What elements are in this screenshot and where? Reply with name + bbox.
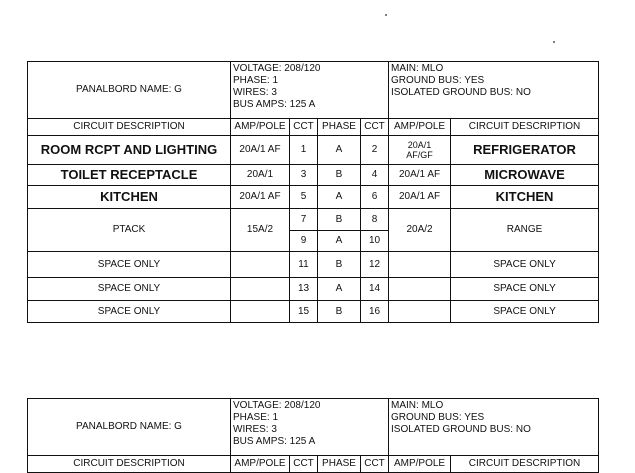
right-cct: 14 bbox=[361, 278, 389, 301]
phase: A bbox=[318, 186, 361, 209]
phase-count: PHASE: 1 bbox=[233, 412, 279, 423]
phase: A bbox=[318, 136, 361, 165]
phase: A bbox=[318, 278, 361, 301]
right-circuit-description: SPACE ONLY bbox=[451, 278, 599, 301]
col-amp-pole-left: AMP/POLE bbox=[231, 119, 290, 136]
col-amp-pole-right: AMP/POLE bbox=[389, 119, 451, 136]
left-circuit-description: KITCHEN bbox=[28, 186, 231, 209]
right-cct: 10 bbox=[361, 231, 389, 252]
wires: WIRES: 3 bbox=[233, 87, 277, 98]
col-phase: PHASE bbox=[318, 119, 361, 136]
phase: B bbox=[318, 209, 361, 231]
table-row bbox=[28, 252, 599, 278]
right-cct: 12 bbox=[361, 252, 389, 278]
scan-speck bbox=[553, 41, 555, 43]
table-row bbox=[28, 278, 599, 301]
panel-name: PANALBORD NAME: G bbox=[28, 399, 231, 456]
panel-name: PANALBORD NAME: G bbox=[28, 62, 231, 119]
panel-electrical-specs bbox=[231, 399, 389, 456]
table-row bbox=[28, 301, 599, 323]
col-circuit-description-right: CIRCUIT DESCRIPTION bbox=[451, 456, 599, 473]
col-phase: PHASE bbox=[318, 456, 361, 473]
right-amp-pole bbox=[389, 278, 451, 301]
column-header-row bbox=[28, 456, 599, 473]
right-amp-pole: 20A/1 AF bbox=[389, 186, 451, 209]
right-circuit-description: SPACE ONLY bbox=[451, 301, 599, 323]
right-cct: 8 bbox=[361, 209, 389, 231]
left-circuit-description: PTACK bbox=[28, 209, 231, 252]
right-circuit-description: KITCHEN bbox=[451, 186, 599, 209]
right-cct: 6 bbox=[361, 186, 389, 209]
left-cct: 15 bbox=[290, 301, 318, 323]
left-cct: 13 bbox=[290, 278, 318, 301]
panel-schedule-table-repeat bbox=[27, 398, 599, 473]
bus-amps: BUS AMPS: 125 A bbox=[233, 99, 316, 110]
phase: B bbox=[318, 165, 361, 186]
left-circuit-description: ROOM RCPT AND LIGHTING bbox=[28, 136, 231, 165]
column-header-row bbox=[28, 119, 599, 136]
phase: B bbox=[318, 252, 361, 278]
right-circuit-description: MICROWAVE bbox=[451, 165, 599, 186]
left-amp-pole bbox=[231, 252, 290, 278]
col-cct-right: CCT bbox=[361, 119, 389, 136]
table-row bbox=[28, 209, 599, 231]
panel-bus-specs bbox=[389, 399, 599, 456]
col-circuit-description-left: CIRCUIT DESCRIPTION bbox=[28, 119, 231, 136]
panel-bus-specs bbox=[389, 62, 599, 119]
panel-schedule-table bbox=[27, 61, 599, 323]
left-amp-pole bbox=[231, 278, 290, 301]
left-cct: 11 bbox=[290, 252, 318, 278]
ground-bus: GROUND BUS: YES bbox=[391, 75, 485, 86]
left-cct: 9 bbox=[290, 231, 318, 252]
table-row bbox=[28, 136, 599, 165]
isolated-ground-bus: ISOLATED GROUND BUS: NO bbox=[391, 424, 531, 435]
col-circuit-description-left: CIRCUIT DESCRIPTION bbox=[28, 456, 231, 473]
col-cct-left: CCT bbox=[290, 456, 318, 473]
table-row bbox=[28, 165, 599, 186]
voltage: VOLTAGE: 208/120 bbox=[233, 63, 321, 74]
right-amp-pole: 20A/1 AF bbox=[389, 165, 451, 186]
right-amp-pole-note: AF/GF bbox=[406, 150, 433, 160]
wires: WIRES: 3 bbox=[233, 424, 277, 435]
main: MAIN: MLO bbox=[391, 400, 444, 411]
left-amp-pole: 15A/2 bbox=[231, 209, 290, 252]
panel-electrical-specs bbox=[231, 62, 389, 119]
left-circuit-description: TOILET RECEPTACLE bbox=[28, 165, 231, 186]
phase: A bbox=[318, 231, 361, 252]
col-amp-pole-left: AMP/POLE bbox=[231, 456, 290, 473]
left-cct: 7 bbox=[290, 209, 318, 231]
main: MAIN: MLO bbox=[391, 63, 444, 74]
col-cct-right: CCT bbox=[361, 456, 389, 473]
right-amp-pole bbox=[389, 252, 451, 278]
left-amp-pole: 20A/1 AF bbox=[231, 136, 290, 165]
left-amp-pole: 20A/1 bbox=[231, 165, 290, 186]
right-circuit-description: RANGE bbox=[451, 209, 599, 252]
right-cct: 4 bbox=[361, 165, 389, 186]
right-cct: 2 bbox=[361, 136, 389, 165]
isolated-ground-bus: ISOLATED GROUND BUS: NO bbox=[391, 87, 531, 98]
left-cct: 5 bbox=[290, 186, 318, 209]
left-circuit-description: SPACE ONLY bbox=[28, 278, 231, 301]
col-circuit-description-right: CIRCUIT DESCRIPTION bbox=[451, 119, 599, 136]
left-cct: 1 bbox=[290, 136, 318, 165]
right-amp-pole bbox=[389, 301, 451, 323]
left-amp-pole: 20A/1 AF bbox=[231, 186, 290, 209]
right-circuit-description: SPACE ONLY bbox=[451, 252, 599, 278]
right-amp-pole bbox=[389, 136, 451, 165]
left-amp-pole bbox=[231, 301, 290, 323]
left-circuit-description: SPACE ONLY bbox=[28, 301, 231, 323]
left-cct: 3 bbox=[290, 165, 318, 186]
col-amp-pole-right: AMP/POLE bbox=[389, 456, 451, 473]
right-cct: 16 bbox=[361, 301, 389, 323]
scan-speck bbox=[385, 14, 387, 16]
ground-bus: GROUND BUS: YES bbox=[391, 412, 485, 423]
col-cct-left: CCT bbox=[290, 119, 318, 136]
phase-count: PHASE: 1 bbox=[233, 75, 279, 86]
voltage: VOLTAGE: 208/120 bbox=[233, 400, 321, 411]
right-amp-pole: 20A/2 bbox=[389, 209, 451, 252]
phase: B bbox=[318, 301, 361, 323]
left-circuit-description: SPACE ONLY bbox=[28, 252, 231, 278]
table-row bbox=[28, 186, 599, 209]
right-circuit-description: REFRIGERATOR bbox=[451, 136, 599, 165]
bus-amps: BUS AMPS: 125 A bbox=[233, 436, 316, 447]
right-amp-pole-value: 20A/1 bbox=[407, 140, 432, 150]
